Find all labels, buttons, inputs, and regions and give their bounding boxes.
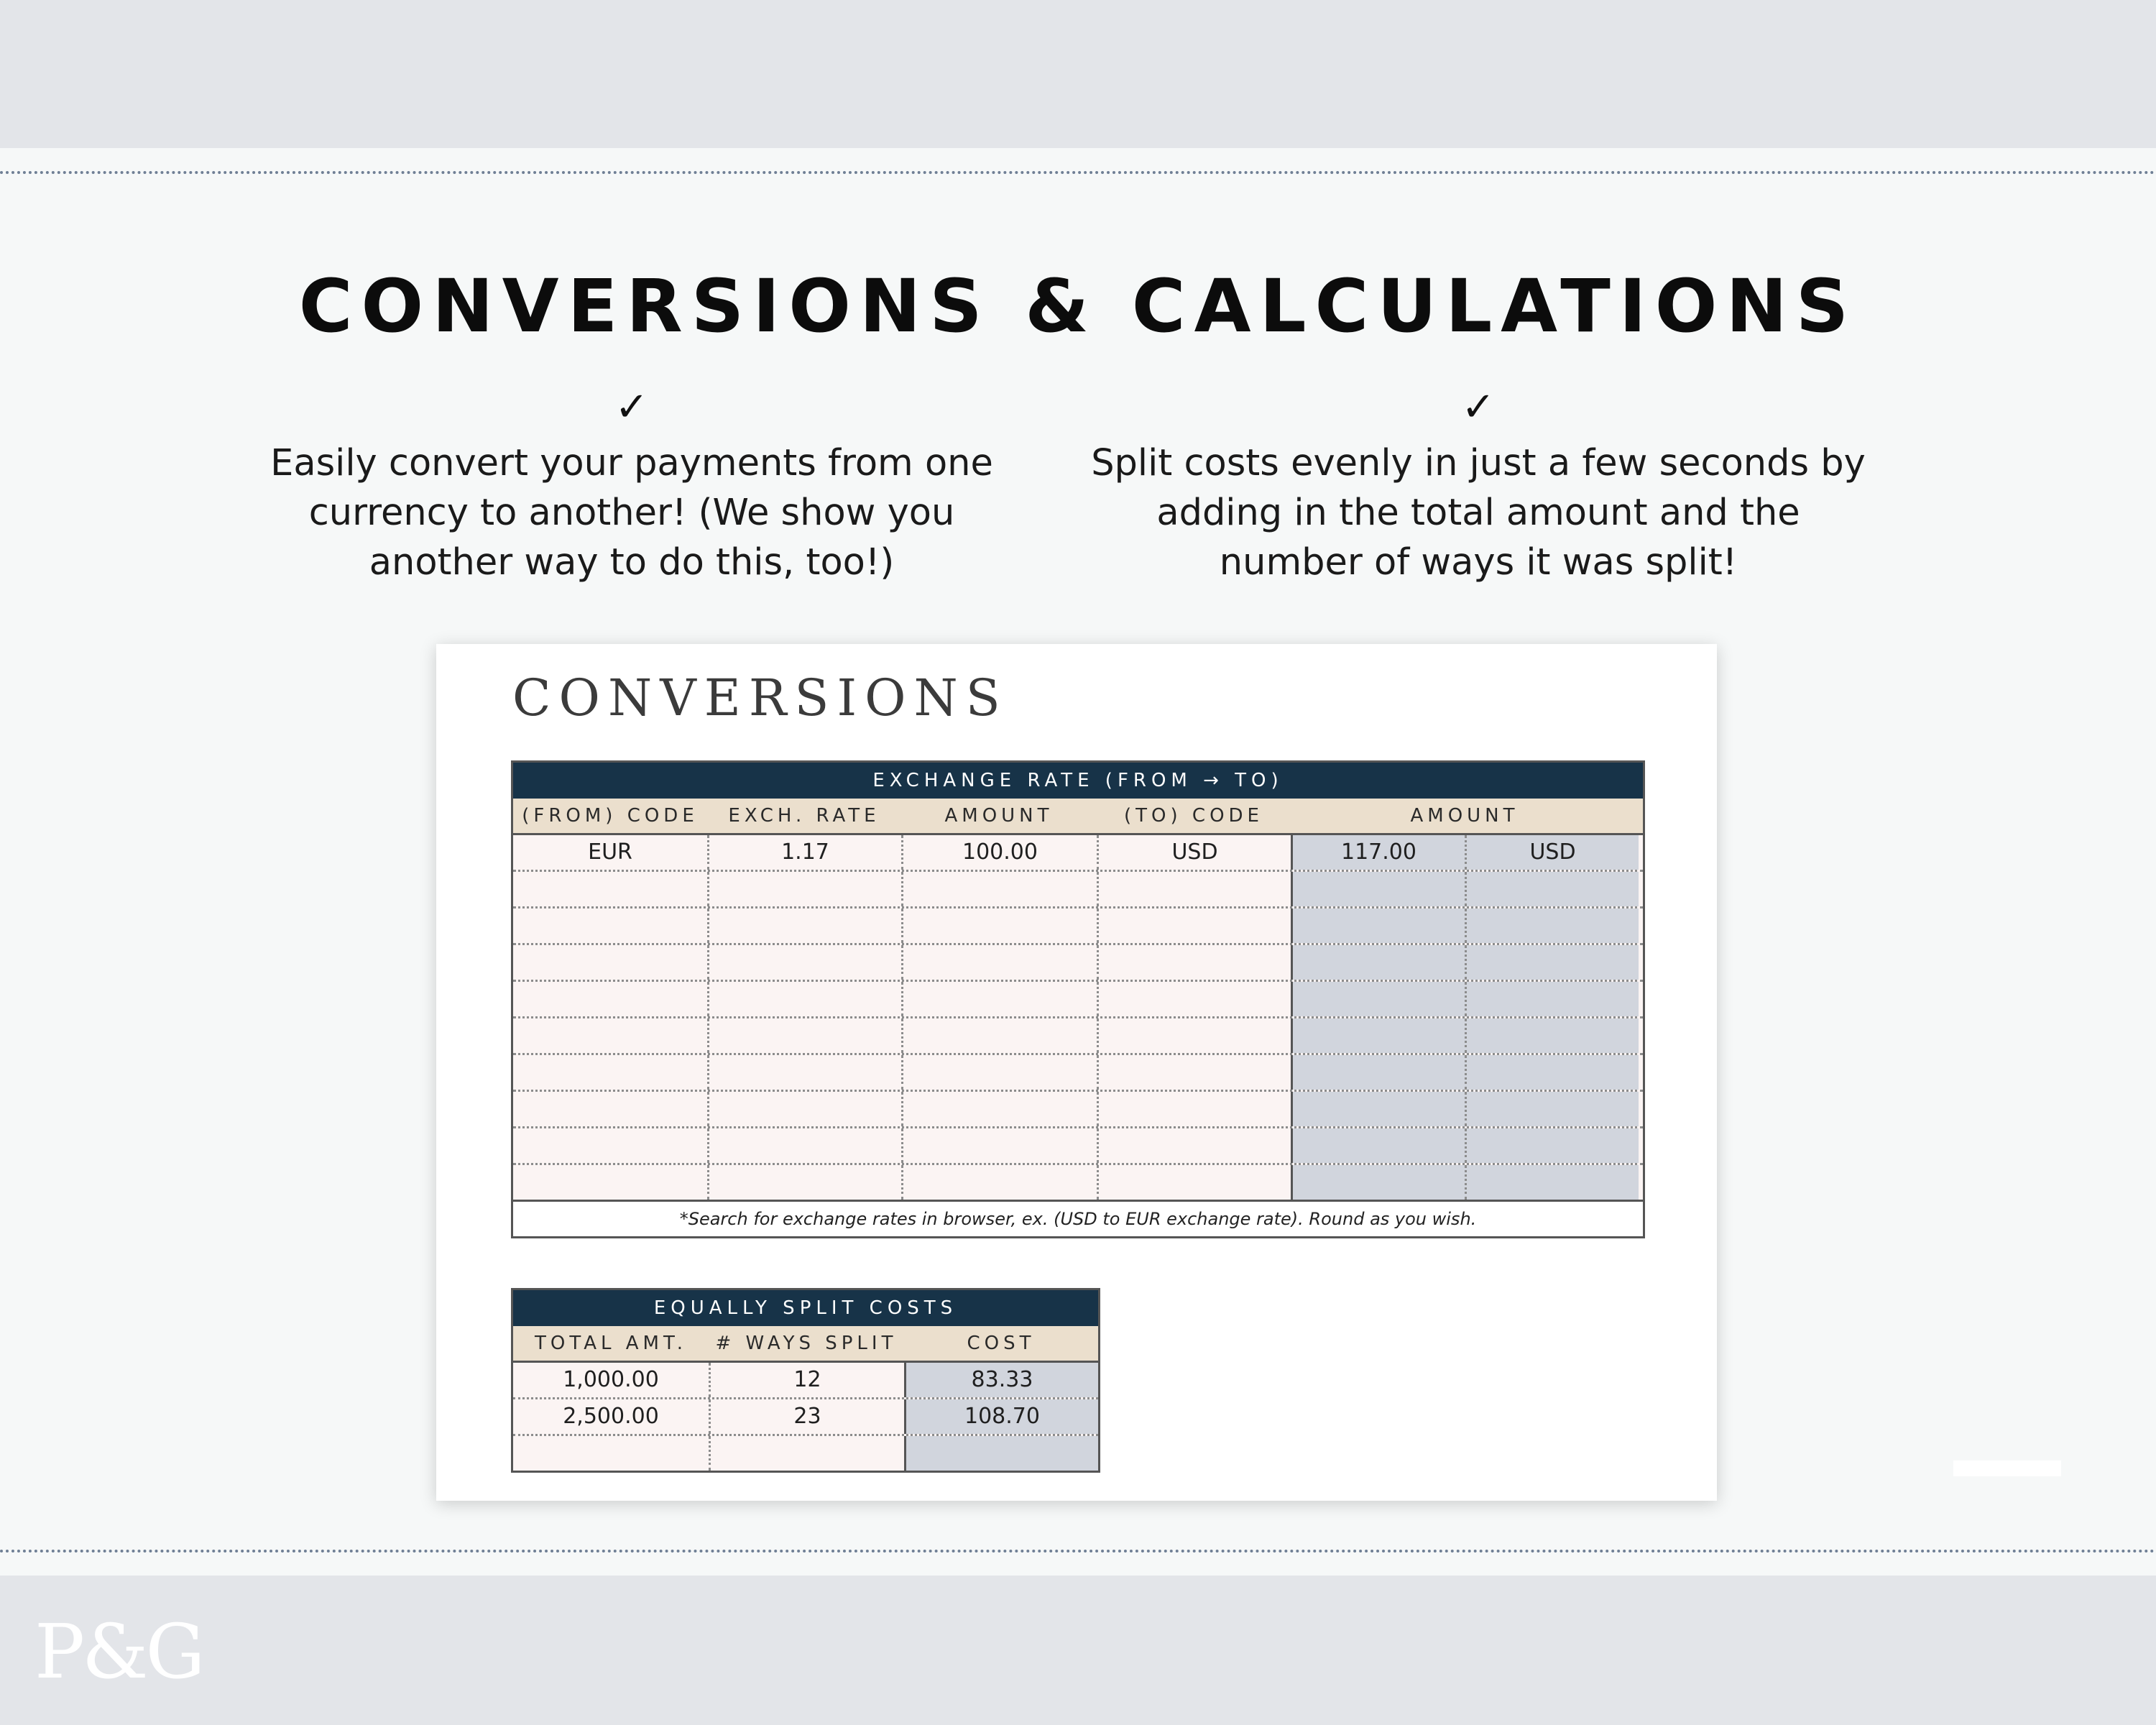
conversion-cell[interactable] [1465,1092,1639,1126]
table-row [513,1016,1643,1053]
conversion-cell[interactable] [1291,945,1465,980]
conversion-cell[interactable] [1291,1165,1465,1200]
brand-logo: P&G [34,1608,203,1696]
bottom-dotted-divider [0,1550,2156,1552]
conversion-cell[interactable] [1291,1055,1465,1090]
conversion-cell[interactable] [901,1055,1097,1090]
conversion-cell[interactable] [1291,982,1465,1016]
split-column-headers [513,1326,1098,1363]
conversion-note: *Search for exchange rates in browser, ex. (USD to EUR exchange rate). Round as you wish. [513,1200,1643,1236]
split-cell[interactable]: 12 [709,1363,904,1397]
conversion-cell[interactable] [513,1055,707,1090]
column-header-converted-amount: AMOUNT [1410,805,1519,827]
conversion-cell[interactable] [1465,1018,1639,1053]
split-cell[interactable]: 108.70 [904,1399,1098,1434]
conversion-cell[interactable] [707,908,901,943]
table-row [513,1053,1643,1090]
conversion-cell[interactable] [1097,908,1291,943]
table-row [513,1163,1643,1200]
column-header-to-code: (TO) CODE [1124,805,1263,827]
split-cell[interactable] [709,1436,904,1471]
conversion-cell[interactable]: 117.00 [1291,835,1465,870]
table-row [513,835,1643,870]
conversion-cell[interactable] [513,1092,707,1126]
conversion-cell[interactable] [707,1165,901,1200]
conversion-cell[interactable]: EUR [588,840,632,865]
table-row [513,980,1643,1016]
conversion-cell[interactable] [1465,1128,1639,1163]
conversion-cell[interactable] [707,1092,901,1126]
conversion-cell[interactable] [513,1165,707,1200]
headline: CONVERSIONS & CALCULATIONS [298,264,1858,349]
feature-convert-text: Easily convert your payments from one currency to another! (We show you another way to do this, too!) [270,442,993,584]
conversion-cell[interactable] [1465,1055,1639,1090]
conversion-cell[interactable]: USD [1465,835,1639,870]
conversion-cell[interactable]: 1.17 [707,835,901,870]
conversion-cell[interactable] [901,982,1097,1016]
conversion-table-body [513,835,1643,1200]
conversion-cell[interactable] [1097,1165,1291,1200]
conversion-cell[interactable] [707,982,901,1016]
split-cell[interactable] [904,1436,1098,1471]
conversion-cell[interactable] [901,1165,1097,1200]
conversion-cell[interactable] [1465,1165,1639,1200]
split-cell[interactable]: 83.33 [904,1363,1098,1397]
table-row [513,1363,1098,1397]
conversion-cell[interactable] [707,1055,901,1090]
conversion-cell[interactable] [1291,1128,1465,1163]
conversion-cell[interactable] [1291,872,1465,906]
conversion-cell[interactable] [901,945,1097,980]
conversion-cell[interactable] [1097,872,1291,906]
conversion-cell[interactable]: 100.00 [901,835,1097,870]
conversion-cell[interactable] [1465,982,1639,1016]
split-cell[interactable]: 23 [709,1399,904,1434]
table-row [513,1434,1098,1471]
split-cell[interactable]: 2,500.00 [563,1404,659,1429]
conversion-cell[interactable] [901,872,1097,906]
conversion-cell[interactable] [1291,908,1465,943]
conversion-cell[interactable] [901,908,1097,943]
conversion-cell[interactable] [1097,1128,1291,1163]
table-row [513,943,1643,980]
top-band [0,0,2156,148]
conversion-cell[interactable] [513,1128,707,1163]
column-header-from-code: (FROM) CODE [522,805,699,827]
conversion-cell[interactable] [513,872,707,906]
conversion-table-header: EXCHANGE RATE (FROM → TO) [513,763,1643,799]
column-header-ways-split: # WAYS SPLIT [715,1333,898,1354]
bottom-band [0,1576,2156,1725]
conversion-cell[interactable] [1291,1092,1465,1126]
conversion-cell[interactable] [513,982,707,1016]
conversion-cell[interactable] [901,1018,1097,1053]
conversion-cell[interactable]: USD [1097,835,1291,870]
table-row [513,1126,1643,1163]
conversion-cell[interactable] [707,1128,901,1163]
table-row [513,1397,1098,1434]
conversion-column-headers [513,799,1643,835]
spreadsheet-preview [436,644,1717,1501]
feature-convert [236,382,1027,587]
conversion-cell[interactable] [1291,1018,1465,1053]
conversion-cell[interactable] [1465,908,1639,943]
conversion-cell[interactable] [1097,1092,1291,1126]
checkmark-icon: ✓ [1461,384,1496,431]
conversion-cell[interactable] [707,1018,901,1053]
split-table-header: EQUALLY SPLIT COSTS [513,1290,1098,1326]
conversion-cell[interactable] [513,908,707,943]
table-row [513,870,1643,906]
conversion-cell[interactable] [1465,945,1639,980]
conversion-cell[interactable] [901,1128,1097,1163]
table-row [513,1090,1643,1126]
conversion-cell[interactable] [1097,982,1291,1016]
conversion-cell[interactable] [707,872,901,906]
conversion-cell[interactable] [513,945,707,980]
feature-split-text: Split costs evenly in just a few seconds by adding in the total amount and the number of ways it was split! [1091,442,1866,584]
column-header-cost: COST [967,1333,1036,1354]
top-dotted-divider [0,171,2156,174]
column-header-total-amt: TOTAL AMT. [534,1333,688,1354]
conversion-cell[interactable] [1097,1018,1291,1053]
conversion-cell[interactable] [513,1018,707,1053]
conversion-cell[interactable] [1097,945,1291,980]
table-row [513,906,1643,943]
conversion-cell[interactable] [1465,872,1639,906]
conversion-cell[interactable] [707,945,901,980]
column-header-exch-rate: EXCH. RATE [728,805,880,827]
split-costs-table [511,1288,1100,1473]
conversion-cell[interactable] [901,1092,1097,1126]
sheet-title: CONVERSIONS [512,668,1008,727]
column-header-amount: AMOUNT [944,805,1054,827]
feature-split [1083,382,1874,587]
checkmark-icon: ✓ [614,384,649,431]
conversion-table [511,760,1645,1238]
split-cell[interactable] [513,1436,709,1471]
split-cell[interactable]: 1,000.00 [563,1367,659,1392]
conversion-cell[interactable] [1097,1055,1291,1090]
split-table-body [513,1363,1098,1471]
white-mark [1953,1460,2061,1476]
